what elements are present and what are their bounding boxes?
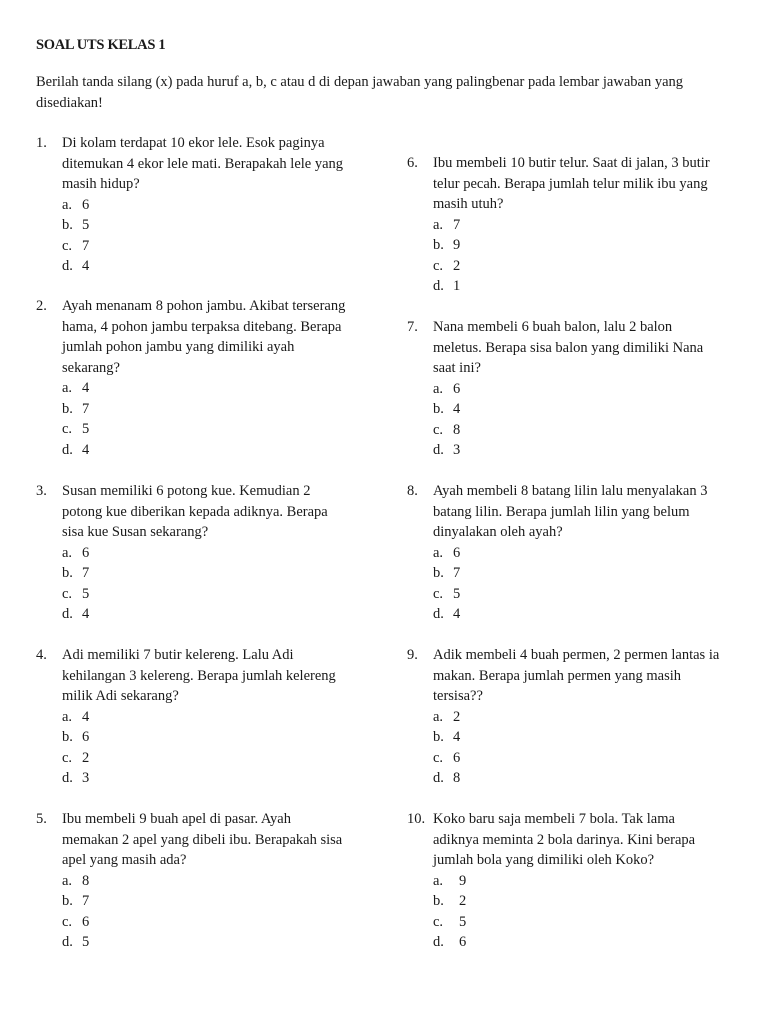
option-text: 4 <box>82 708 90 725</box>
question-stem-line: Nana membeli 6 buah balon, lalu 2 balon <box>433 319 673 335</box>
question-9 <box>407 645 747 789</box>
option-letter: c. <box>62 421 73 437</box>
option-letter: b. <box>433 237 444 253</box>
option-letter: c. <box>62 749 73 766</box>
question-1 <box>36 133 381 277</box>
option-letter: c. <box>433 585 444 602</box>
question-stem-line: tersisa?? <box>433 688 483 704</box>
option-b[interactable] <box>433 563 747 584</box>
option-text: 6 <box>453 749 461 766</box>
option-text: 6 <box>453 544 461 561</box>
option-d[interactable] <box>433 768 747 789</box>
question-number: 10. <box>407 811 426 827</box>
option-letter: d. <box>62 770 73 786</box>
option-letter: c. <box>62 913 73 930</box>
page-title: SOAL UTS KELAS 1 <box>36 37 166 53</box>
question-number: 4. <box>36 647 47 663</box>
question-stem-line: kehilangan 3 kelereng. Berapa jumlah kelereng <box>62 667 336 684</box>
question-stem-line: Ayah menanam 8 pohon jambu. Akibat terserang <box>62 298 346 314</box>
option-text: 4 <box>82 258 90 274</box>
instruction-text: Berilah tanda silang (x) pada huruf a, b, c atau d di depan jawaban yang palingbenar pada lembar jawaban yang disediakan! <box>36 74 684 111</box>
option-text: 2 <box>459 893 467 909</box>
option-letter: d. <box>62 441 73 458</box>
option-text: 7 <box>82 893 90 909</box>
option-text: 9 <box>453 237 461 253</box>
option-letter: b. <box>62 565 73 581</box>
option-d[interactable] <box>62 604 381 625</box>
option-letter: d. <box>433 442 444 458</box>
option-c[interactable] <box>433 584 747 605</box>
option-letter: b. <box>62 893 73 909</box>
option-text: 5 <box>82 934 90 950</box>
question-stem-line: potong kue diberikan kepada adiknya. Berapa <box>62 503 328 520</box>
option-text: 6 <box>82 913 90 930</box>
question-2 <box>36 296 381 460</box>
option-text: 7 <box>453 216 461 233</box>
option-a[interactable] <box>62 195 381 216</box>
option-letter: b. <box>62 729 73 745</box>
question-stem-line: dinyalakan oleh ayah? <box>433 524 563 540</box>
option-letter: d. <box>62 258 73 274</box>
option-text: 5 <box>82 217 90 233</box>
question-stem-line: sekarang? <box>62 359 120 376</box>
option-letter: b. <box>433 729 444 745</box>
option-letter: d. <box>433 770 444 786</box>
option-d[interactable] <box>433 276 747 297</box>
option-a[interactable] <box>62 871 381 892</box>
option-b[interactable] <box>62 563 381 584</box>
question-3 <box>36 481 381 625</box>
option-letter: c. <box>62 237 73 254</box>
option-c[interactable] <box>62 748 381 769</box>
question-stem-line: sisa kue Susan sekarang? <box>62 524 209 540</box>
option-text: 1 <box>453 278 461 294</box>
option-text: 7 <box>453 565 461 581</box>
question-stem-line: ditemukan 4 ekor lele mati. Berapakah lele yang <box>62 155 344 172</box>
option-text: 4 <box>82 441 90 458</box>
question-10 <box>407 809 747 953</box>
question-stem-line: Di kolam terdapat 10 ekor lele. Esok paginya <box>62 135 325 151</box>
question-stem-line: jumlah pohon jambu yang dimiliki ayah <box>62 339 295 355</box>
option-a[interactable] <box>62 543 381 564</box>
option-text: 8 <box>82 872 90 889</box>
question-stem-line: masih utuh? <box>433 196 504 212</box>
option-text: 6 <box>82 729 90 745</box>
option-letter: b. <box>433 565 444 581</box>
option-d[interactable] <box>62 932 381 953</box>
option-c[interactable] <box>62 584 381 605</box>
option-a[interactable] <box>433 215 747 236</box>
option-c[interactable] <box>433 912 747 933</box>
option-letter: b. <box>62 400 73 417</box>
option-d[interactable] <box>62 256 381 277</box>
question-stem-line: adiknya meminta 2 bola darinya. Kini berapa <box>433 831 696 848</box>
question-stem-line: Ibu membeli 10 butir telur. Saat di jalan, 3 butir <box>433 155 710 171</box>
question-number: 7. <box>407 319 418 335</box>
option-text: 5 <box>453 585 461 602</box>
question-stem-line: Ibu membeli 9 buah apel di pasar. Ayah <box>62 811 291 827</box>
question-stem-line: meletus. Berapa sisa balon yang dimiliki Nana <box>433 339 704 356</box>
option-text: 4 <box>82 606 90 622</box>
option-text: 7 <box>82 400 90 417</box>
question-stem-line: Adi memiliki 7 butir kelereng. Lalu Adi <box>62 647 294 663</box>
question-stem-line: milik Adi sekarang? <box>62 688 179 704</box>
option-letter: a. <box>62 196 73 213</box>
option-text: 2 <box>82 749 90 766</box>
question-number: 1. <box>36 135 47 151</box>
question-stem-line: Ayah membeli 8 batang lilin lalu menyalakan 3 <box>433 483 708 499</box>
option-b[interactable] <box>62 727 381 748</box>
question-stem-line: hama, 4 pohon jambu terpaksa ditebang. Berapa <box>62 318 342 335</box>
option-d[interactable] <box>62 768 381 789</box>
question-stem-line: apel yang masih ada? <box>62 852 187 868</box>
question-4 <box>36 645 381 789</box>
option-a[interactable] <box>433 871 747 892</box>
question-8 <box>407 481 747 625</box>
option-text: 4 <box>82 380 90 396</box>
question-stem-line: memakan 2 apel yang dibeli ibu. Berapakah sisa <box>62 831 343 848</box>
option-text: 5 <box>82 421 90 437</box>
question-stem-line: Adik membeli 4 buah permen, 2 permen lantas ia <box>433 647 720 663</box>
option-d[interactable] <box>433 932 747 953</box>
option-a[interactable] <box>433 707 747 728</box>
option-text: 4 <box>453 606 461 622</box>
option-c[interactable] <box>62 419 381 440</box>
question-number: 8. <box>407 483 418 499</box>
question-number: 5. <box>36 811 47 827</box>
question-stem-line: masih hidup? <box>62 176 140 192</box>
option-letter: c. <box>433 257 444 274</box>
option-letter: b. <box>433 893 444 909</box>
question-stem-line: batang lilin. Berapa jumlah lilin yang belum <box>433 503 690 520</box>
option-c[interactable] <box>433 420 747 441</box>
option-letter: d. <box>433 278 444 294</box>
option-b[interactable] <box>62 215 381 236</box>
option-c[interactable] <box>62 236 381 257</box>
option-letter: d. <box>433 606 444 622</box>
question-stem-line: Koko baru saja membeli 7 bola. Tak lama <box>433 811 675 827</box>
option-letter: d. <box>62 934 73 950</box>
option-text: 8 <box>453 770 461 786</box>
question-number: 9. <box>407 647 418 663</box>
question-stem-line: Susan memiliki 6 potong kue. Kemudian 2 <box>62 483 311 499</box>
question-5 <box>36 809 381 953</box>
option-text: 3 <box>82 770 90 786</box>
question-number: 6. <box>407 155 418 171</box>
option-a[interactable] <box>62 378 381 399</box>
option-text: 6 <box>459 934 467 950</box>
option-text: 2 <box>453 708 461 725</box>
option-letter: a. <box>62 544 73 561</box>
option-b[interactable] <box>433 891 747 912</box>
option-c[interactable] <box>62 912 381 933</box>
question-stem-line: telur pecah. Berapa jumlah telur milik ibu yang <box>433 175 708 192</box>
question-number: 2. <box>36 298 47 314</box>
option-letter: d. <box>433 934 444 950</box>
option-letter: c. <box>433 913 444 930</box>
option-c[interactable] <box>433 256 747 277</box>
option-text: 6 <box>82 196 90 213</box>
option-letter: a. <box>433 216 444 233</box>
option-text: 7 <box>82 237 90 254</box>
option-letter: a. <box>62 380 73 396</box>
option-letter: c. <box>433 749 444 766</box>
option-d[interactable] <box>62 440 381 461</box>
option-letter: c. <box>433 421 444 438</box>
option-letter: a. <box>433 380 444 397</box>
option-d[interactable] <box>433 440 747 461</box>
option-text: 5 <box>82 585 90 602</box>
option-b[interactable] <box>433 727 747 748</box>
option-text: 5 <box>459 913 467 930</box>
option-text: 6 <box>82 544 90 561</box>
option-letter: c. <box>62 585 73 602</box>
option-text: 4 <box>453 729 461 745</box>
option-b[interactable] <box>62 891 381 912</box>
option-letter: b. <box>433 401 444 417</box>
question-stem-line: jumlah bola yang dimiliki oleh Koko? <box>433 852 655 868</box>
option-b[interactable] <box>433 235 747 256</box>
question-number: 3. <box>36 483 47 499</box>
question-stem-line: makan. Berapa jumlah permen yang masih <box>433 667 682 684</box>
option-text: 6 <box>453 380 461 397</box>
option-a[interactable] <box>433 543 747 564</box>
question-stem-line: saat ini? <box>433 360 481 376</box>
option-letter: a. <box>62 708 73 725</box>
option-text: 4 <box>453 401 461 417</box>
option-text: 9 <box>459 872 467 889</box>
option-text: 7 <box>82 565 90 581</box>
option-a[interactable] <box>433 379 747 400</box>
option-letter: a. <box>433 872 444 889</box>
option-letter: a. <box>433 544 444 561</box>
option-d[interactable] <box>433 604 747 625</box>
question-7 <box>407 317 747 461</box>
question-6 <box>407 153 747 297</box>
option-text: 8 <box>453 421 461 438</box>
option-letter: a. <box>62 872 73 889</box>
option-b[interactable] <box>62 399 381 420</box>
option-b[interactable] <box>433 399 747 420</box>
option-letter: a. <box>433 708 444 725</box>
option-c[interactable] <box>433 748 747 769</box>
option-letter: d. <box>62 606 73 622</box>
option-text: 2 <box>453 257 461 274</box>
option-text: 3 <box>453 442 461 458</box>
option-letter: b. <box>62 217 73 233</box>
option-a[interactable] <box>62 707 381 728</box>
